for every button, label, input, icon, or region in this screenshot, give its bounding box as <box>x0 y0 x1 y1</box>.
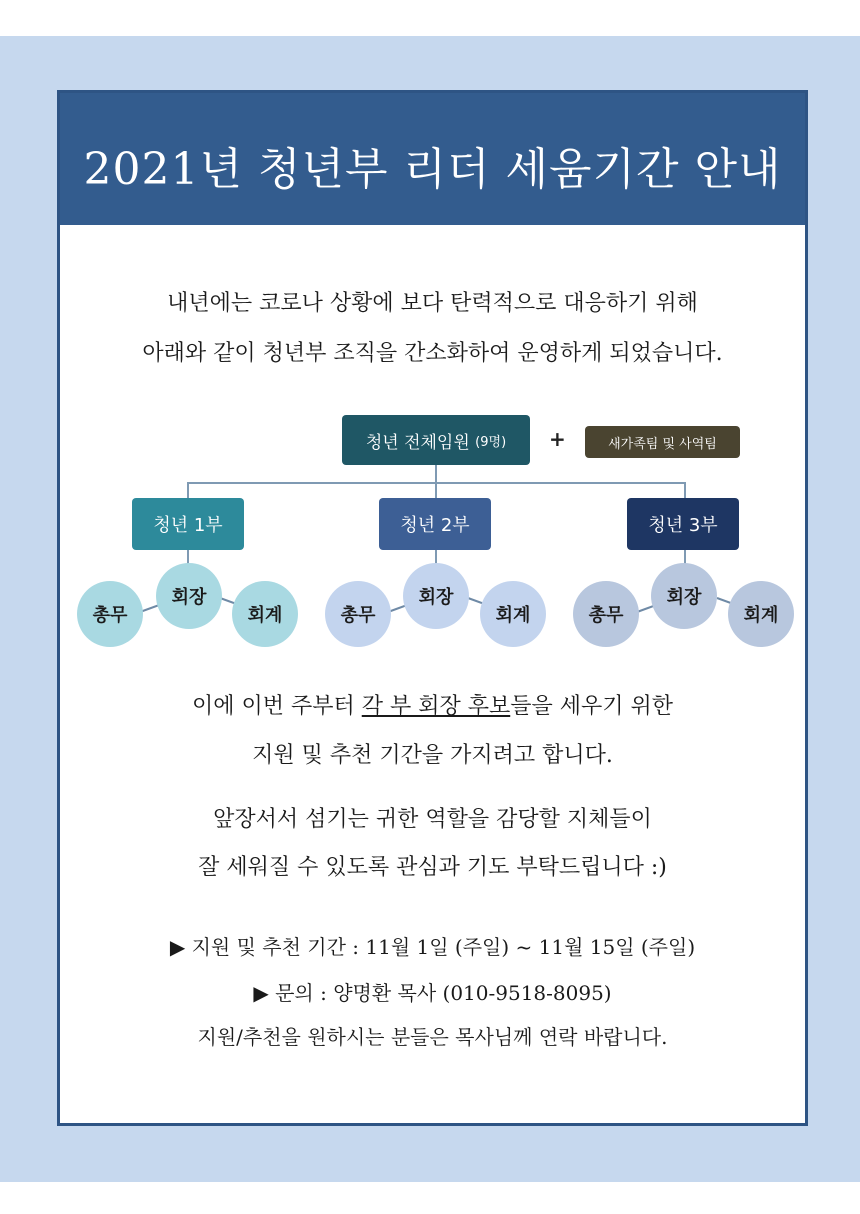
role-president: 회장 <box>651 563 717 629</box>
title-banner <box>60 93 805 225</box>
plus-sign: + <box>549 427 566 451</box>
notice-card <box>57 90 808 1126</box>
group-3-stem <box>684 550 686 564</box>
group-2-stem <box>435 550 437 564</box>
period-info: ▶ 지원 및 추천 기간 : 11월 1일 (주일) ~ 11월 15일 (주일) <box>169 935 696 959</box>
group-1-stem <box>187 550 189 564</box>
contact-info: ▶ 문의 : 양명환 목사 (010-9518-8095) <box>253 981 612 1005</box>
body-line-1-pre: 이에 이번 주부터 <box>191 694 362 719</box>
group-box-1: 청년 1부 <box>132 498 244 550</box>
org-side-box: 새가족팀 및 사역팀 <box>585 426 740 458</box>
role-accountant: 회계 <box>480 581 546 647</box>
org-top-count: (9명) <box>475 434 507 450</box>
group-box-2: 청년 2부 <box>379 498 491 550</box>
group-box-3: 청년 3부 <box>627 498 739 550</box>
role-president: 회장 <box>403 563 469 629</box>
role-treasurer-secretary: 총무 <box>77 581 143 647</box>
body-line-4: 잘 세워질 수 있도록 관심과 기도 부탁드립니다 :) <box>198 855 667 880</box>
role-accountant: 회계 <box>232 581 298 647</box>
page-title: 2021년 청년부 리더 세움기간 안내 <box>83 144 782 195</box>
role-president: 회장 <box>156 563 222 629</box>
body-line-3: 앞장서서 섬기는 귀한 역할을 감당할 지체들이 <box>213 807 652 832</box>
role-treasurer-secretary: 총무 <box>325 581 391 647</box>
role-treasurer-secretary: 총무 <box>573 581 639 647</box>
body-line-1 <box>60 689 805 720</box>
body-line-1-post: 들을 세우기 위한 <box>510 694 673 719</box>
contact-note: 지원/추천을 원하시는 분들은 목사님께 연락 바랍니다. <box>197 1025 668 1049</box>
connector-vertical <box>435 465 437 483</box>
intro-line-2: 아래와 같이 청년부 조직을 간소화하여 운영하게 되었습니다. <box>142 341 723 366</box>
candidate-highlight: 각 부 회장 후보 <box>361 694 511 719</box>
org-top-box <box>342 415 530 465</box>
intro-line-1: 내년에는 코로나 상황에 보다 탄력적으로 대응하기 위해 <box>167 291 698 316</box>
org-top-label: 청년 전체임원 <box>365 432 470 453</box>
role-accountant: 회계 <box>728 581 794 647</box>
body-line-2: 지원 및 추천 기간을 가지려고 합니다. <box>252 743 613 768</box>
